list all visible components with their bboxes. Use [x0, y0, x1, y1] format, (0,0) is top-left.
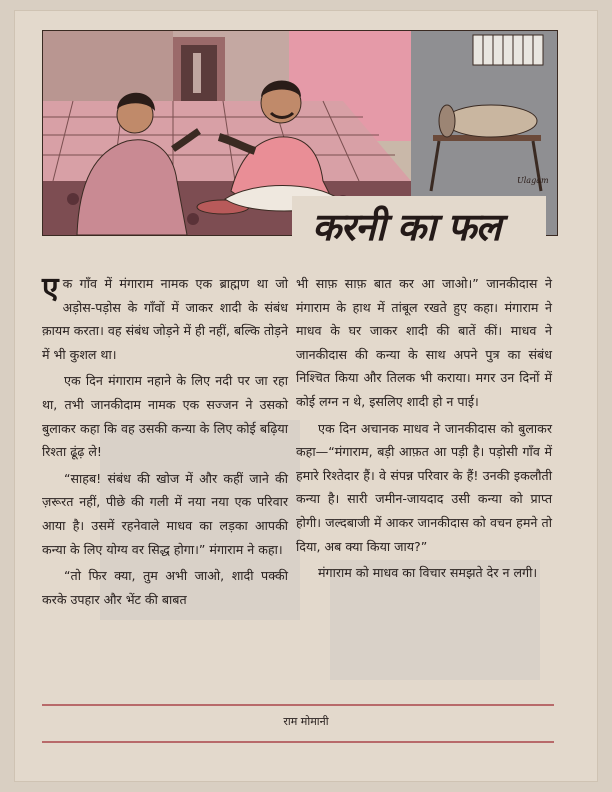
paragraph: “साहब! संबंध की खोज में और कहीं जाने की ज़रूरत नहीं, पीछे की गली में नया नया एक परिवार आया है। उसमें रहनेवाले माधव का लड़का आपकी कन्या के लिए योग्य वर सिद्ध होगा।” मंगाराम ने कहा। — [42, 470, 288, 557]
paragraph-text: क गाँव में मंगाराम नामक एक ब्राह्मण था जो अड़ोस-पड़ोस के गाँवों में जाकर शादी के संबंध क़ायम करता। वह संबंध जोड़ने में ही नहीं, बल्कि तोड़ने में भी कुशल था। — [42, 276, 288, 362]
dropcap-letter: ए — [42, 271, 59, 306]
paragraph: भी साफ़ साफ़ बात कर आ जाओ।” जानकीदास ने मंगाराम के हाथ में तांबूल रखते हुए कहा। मंगाराम ने माधव के घर जाकर शादी की बातें कीं। माधव ने जानकीदास की कन्या के साथ अपने पुत्र का संबंध निश्चित किया और तिलक भी कराया। मगर उन दिनों में कोई लग्न न थे, इसलिए शादी हो न पाई। — [296, 276, 552, 409]
paragraph: “तो फिर क्या, तुम अभी जाओ, शादी पक्की करके उपहार और भेंट की बाबत — [42, 568, 288, 607]
author-credit: राम मोमानी — [283, 715, 329, 728]
paragraph: एक दिन अचानक माधव ने जानकीदास को बुलाकर कहा—“मंगाराम, बड़ी आफ़त आ पड़ी है। पड़ोसी गाँव में हमारे रिश्तेदार हैं। वे संपन्न परिवार के हैं! उनकी इकलौती कन्या है। सारी जमीन-जायदाद उसी कन्या को प्राप्त होगी। जल्दबाजी में आकर जानकीदास को वचन हमने तो दिया, अब क्या किया जाय?” — [296, 420, 552, 554]
story-title: करनी का फल — [312, 204, 501, 249]
paragraph: मंगाराम को माधव का विचार समझते देर न लगी। — [318, 565, 538, 581]
divider-top — [42, 704, 554, 706]
paragraph: एक दिन मंगाराम नहाने के लिए नदी पर जा रहा था, तभी जानकीदाम नामक एक सज्जन ने उसको बुलाकर कहा कि वह उसकी कन्या के लिए कोई बढ़िया रिश्ता ढूंढ़ ले! — [42, 373, 288, 460]
right-column — [296, 272, 552, 588]
left-column — [42, 272, 288, 614]
divider-bottom — [42, 741, 554, 743]
illustration-signature: Ulagam — [517, 176, 549, 185]
paragraph — [42, 272, 288, 366]
